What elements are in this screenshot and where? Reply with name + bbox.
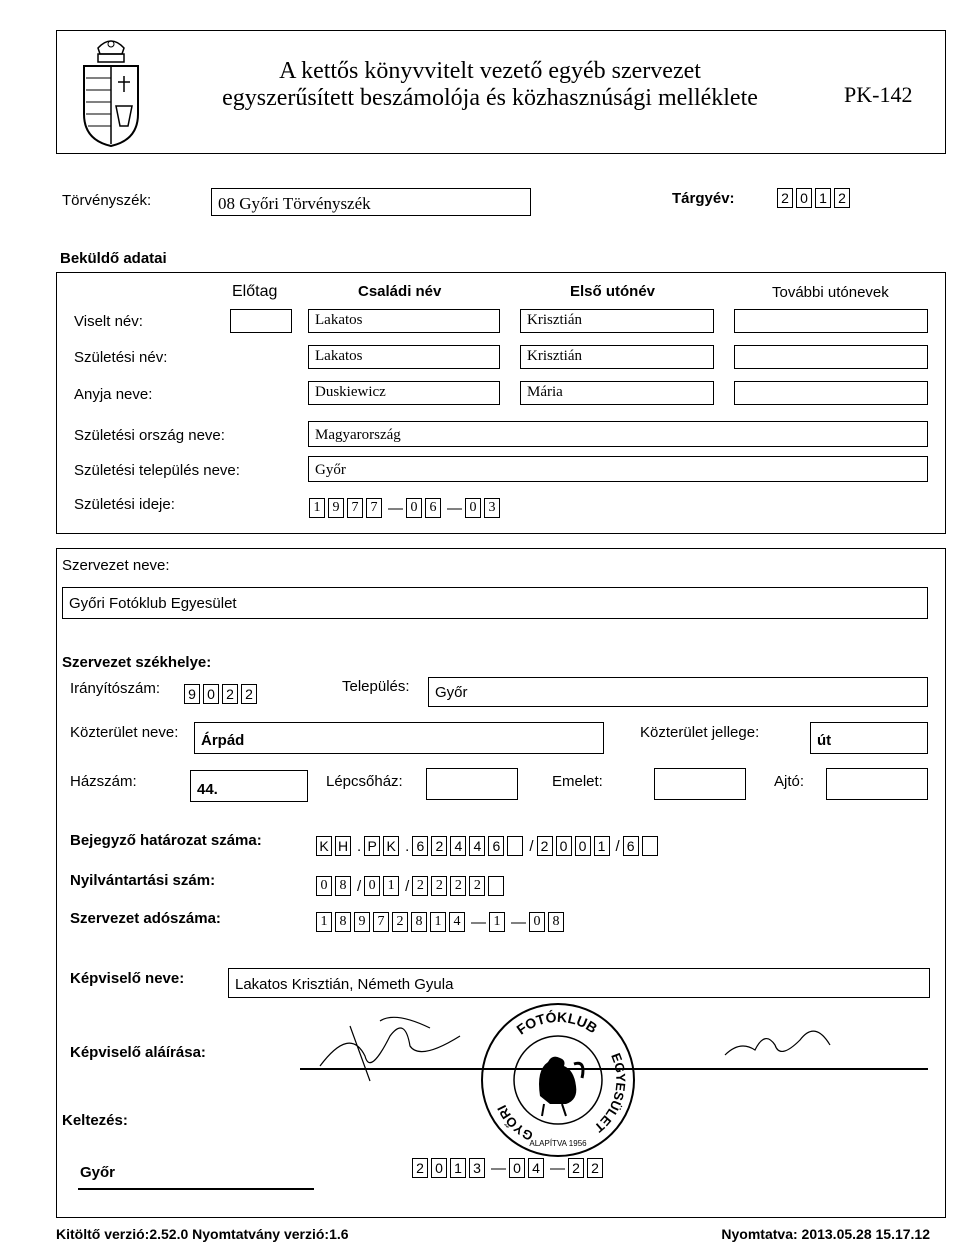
used-family-field[interactable]: Lakatos — [308, 309, 500, 333]
res-dot: . — [357, 837, 362, 855]
street-field[interactable]: Árpád — [194, 722, 604, 754]
stamp-text-right: EGYESÜLET — [591, 1051, 629, 1136]
resolution-digits[interactable] — [316, 836, 661, 856]
digit-box[interactable]: 0 — [431, 1158, 447, 1178]
stair-label: Lépcsőház: — [326, 773, 403, 790]
digit-box[interactable]: 7 — [347, 498, 363, 518]
rep-name-label: Képviselő neve: — [70, 970, 185, 987]
form-title — [160, 58, 820, 112]
mother-further-field[interactable] — [734, 381, 928, 405]
birth-name-label: Születési név: — [74, 349, 168, 366]
digit-box[interactable]: 2 — [412, 876, 428, 896]
digit-box[interactable]: 8 — [548, 912, 564, 932]
zip-label: Irányítószám: — [70, 680, 161, 697]
mother-label: Anyja neve: — [74, 386, 153, 403]
street-label: Közterület neve: — [70, 724, 179, 741]
digit-box[interactable]: 0 — [406, 498, 422, 518]
org-seat-label: Szervezet székhelye: — [62, 654, 212, 671]
used-prefix-field[interactable] — [230, 309, 292, 333]
svg-text:FOTÓKLUB — [513, 1008, 600, 1038]
digit-box[interactable]: 0 — [364, 876, 380, 896]
footer-printed: Nyomtatva: 2013.05.28 15.17.12 — [721, 1226, 930, 1242]
col-first: Első utónév — [570, 283, 656, 300]
digit-box[interactable]: 1 — [450, 1158, 466, 1178]
digit-box[interactable]: 1 — [309, 498, 325, 518]
digit-box[interactable]: 1 — [430, 912, 446, 932]
digit-box[interactable]: 2 — [834, 188, 850, 208]
digit-box[interactable]: 0 — [575, 836, 591, 856]
birth-date-label: Születési ideje: — [74, 496, 175, 513]
house-field[interactable]: 44. — [190, 770, 308, 802]
digit-box[interactable]: 9 — [354, 912, 370, 932]
door-label: Ajtó: — [774, 773, 805, 790]
digit-box[interactable]: K — [316, 836, 332, 856]
date-dash: — — [447, 499, 462, 517]
court-label: Törvényszék: — [62, 192, 152, 209]
org-name-label: Szervezet neve: — [62, 557, 170, 574]
digit-box[interactable]: 0 — [529, 912, 545, 932]
digit-box[interactable] — [642, 836, 658, 856]
date-place: Győr — [80, 1164, 116, 1181]
form-title-line1: A kettős könyvvitelt vezető egyéb szervezet — [279, 58, 701, 84]
floor-field[interactable] — [654, 768, 746, 800]
zip-digits[interactable] — [184, 684, 260, 704]
digit-box[interactable]: 6 — [425, 498, 441, 518]
digit-box[interactable]: 8 — [335, 912, 351, 932]
digit-box[interactable]: 1 — [383, 876, 399, 896]
digit-box[interactable]: 2 — [431, 836, 447, 856]
res-slash: / — [529, 837, 534, 855]
date-digits[interactable] — [412, 1158, 606, 1178]
digit-box[interactable]: 1 — [489, 912, 505, 932]
floor-label: Emelet: — [552, 773, 603, 790]
svg-text:GYŐRI — [494, 1103, 535, 1144]
reg-slash: / — [405, 877, 410, 895]
digit-box[interactable]: 6 — [412, 836, 428, 856]
birth-further-field[interactable] — [734, 345, 928, 369]
registry-digits[interactable] — [316, 876, 507, 896]
stair-field[interactable] — [426, 768, 518, 800]
svg-text:EGYESÜLET — [591, 1051, 628, 1135]
rep-name-field[interactable]: Lakatos Krisztián, Németh Gyula — [228, 968, 930, 998]
digit-box[interactable]: 2 — [241, 684, 257, 704]
court-field[interactable]: 08 Győri Törvényszék — [211, 188, 531, 216]
digit-box[interactable] — [488, 876, 504, 896]
signature-1-icon — [310, 1006, 480, 1086]
birth-date-digits[interactable] — [309, 498, 503, 518]
form-title-line2: egyszerűsített beszámolója és közhasznúsági melléklete — [222, 85, 758, 111]
date-dash: — — [550, 1159, 565, 1177]
digit-box[interactable] — [507, 836, 523, 856]
street-type-label: Közterület jellege: — [640, 724, 760, 741]
sender-section-title: Beküldő adatai — [60, 250, 167, 267]
used-first-field[interactable]: Krisztián — [520, 309, 714, 333]
signature-2-icon — [720, 1010, 840, 1070]
digit-box[interactable]: 0 — [556, 836, 572, 856]
digit-box[interactable]: H — [335, 836, 351, 856]
res-slash: / — [615, 837, 620, 855]
digit-box[interactable]: 1 — [815, 188, 831, 208]
digit-box[interactable]: 6 — [488, 836, 504, 856]
digit-box[interactable]: 0 — [509, 1158, 525, 1178]
digit-box[interactable]: 2 — [537, 836, 553, 856]
digit-box[interactable]: 9 — [328, 498, 344, 518]
digit-box[interactable]: 1 — [316, 912, 332, 932]
birth-country-label: Születési ország neve: — [74, 427, 225, 444]
birth-first-field[interactable]: Krisztián — [520, 345, 714, 369]
digit-box[interactable]: 4 — [450, 836, 466, 856]
mother-first-field[interactable]: Mária — [520, 381, 714, 405]
street-type-field[interactable]: út — [810, 722, 928, 754]
used-name-label: Viselt név: — [74, 313, 143, 330]
stamp-icon — [478, 1000, 638, 1160]
digit-box[interactable]: 2 — [777, 188, 793, 208]
tax-label: Szervezet adószáma: — [70, 910, 221, 927]
birth-city-label: Születési település neve: — [74, 462, 240, 479]
tax-dash: — — [471, 913, 486, 931]
house-label: Házszám: — [70, 773, 137, 790]
registry-label: Nyilvántartási szám: — [70, 872, 216, 889]
stamp-text-left: GYŐRI — [494, 1102, 536, 1144]
digit-box[interactable]: 7 — [366, 498, 382, 518]
digit-box[interactable]: 2 — [412, 1158, 428, 1178]
digit-box[interactable]: 9 — [184, 684, 200, 704]
digit-box[interactable]: 4 — [528, 1158, 544, 1178]
stamp-text-top: FOTÓKLUB — [513, 1008, 601, 1038]
stamp-founded: ALAPÍTVA 1956 — [529, 1139, 587, 1148]
col-family: Családi név — [358, 283, 442, 300]
digit-box[interactable]: 3 — [484, 498, 500, 518]
digit-box[interactable]: 2 — [450, 876, 466, 896]
digit-box[interactable]: 0 — [465, 498, 481, 518]
digit-box[interactable]: 7 — [373, 912, 389, 932]
digit-box[interactable]: K — [383, 836, 399, 856]
door-field[interactable] — [826, 768, 928, 800]
digit-box[interactable]: 2 — [587, 1158, 603, 1178]
digit-box[interactable]: 0 — [203, 684, 219, 704]
digit-box[interactable]: 8 — [411, 912, 427, 932]
coat-of-arms-icon — [76, 36, 146, 148]
digit-box[interactable]: P — [364, 836, 380, 856]
digit-box[interactable]: 2 — [392, 912, 408, 932]
date-dash: — — [388, 499, 403, 517]
rep-sign-label: Képviselő aláírása: — [70, 1044, 206, 1061]
birth-country-field[interactable]: Magyarország — [308, 421, 928, 447]
birth-family-field[interactable]: Lakatos — [308, 345, 500, 369]
city-label: Település: — [342, 678, 410, 695]
date-dash: — — [491, 1159, 506, 1177]
digit-box[interactable]: 0 — [796, 188, 812, 208]
tax-dash: — — [511, 913, 526, 931]
reg-slash: / — [357, 877, 362, 895]
footer-version: Kitöltő verzió:2.52.0 Nyomtatvány verzió:1.6 — [56, 1226, 349, 1242]
mother-family-field[interactable]: Duskiewicz — [308, 381, 500, 405]
digit-box[interactable]: 8 — [335, 876, 351, 896]
form-code: PK-142 — [844, 82, 913, 107]
used-further-field[interactable] — [734, 309, 928, 333]
year-label: Tárgyév: — [672, 190, 735, 207]
col-further: További utónevek — [772, 284, 889, 301]
birth-city-field[interactable]: Győr — [308, 456, 928, 482]
date-place-line — [78, 1188, 314, 1190]
digit-box[interactable]: 1 — [594, 836, 610, 856]
digit-box[interactable]: 4 — [449, 912, 465, 932]
org-name-field[interactable]: Győri Fotóklub Egyesület — [62, 587, 928, 619]
digit-box[interactable]: 6 — [623, 836, 639, 856]
digit-box[interactable]: 4 — [469, 836, 485, 856]
tax-digits[interactable] — [316, 912, 567, 932]
digit-box[interactable]: 2 — [431, 876, 447, 896]
digit-box[interactable]: 2 — [568, 1158, 584, 1178]
date-label: Keltezés: — [62, 1112, 128, 1129]
col-prefix: Előtag — [232, 283, 278, 300]
year-digits[interactable] — [777, 188, 853, 208]
digit-box[interactable]: 2 — [469, 876, 485, 896]
digit-box[interactable]: 3 — [469, 1158, 485, 1178]
city-field[interactable]: Győr — [428, 677, 928, 707]
digit-box[interactable]: 0 — [316, 876, 332, 896]
resolution-label: Bejegyző határozat száma: — [70, 832, 262, 849]
res-dot: . — [405, 837, 410, 855]
digit-box[interactable]: 2 — [222, 684, 238, 704]
